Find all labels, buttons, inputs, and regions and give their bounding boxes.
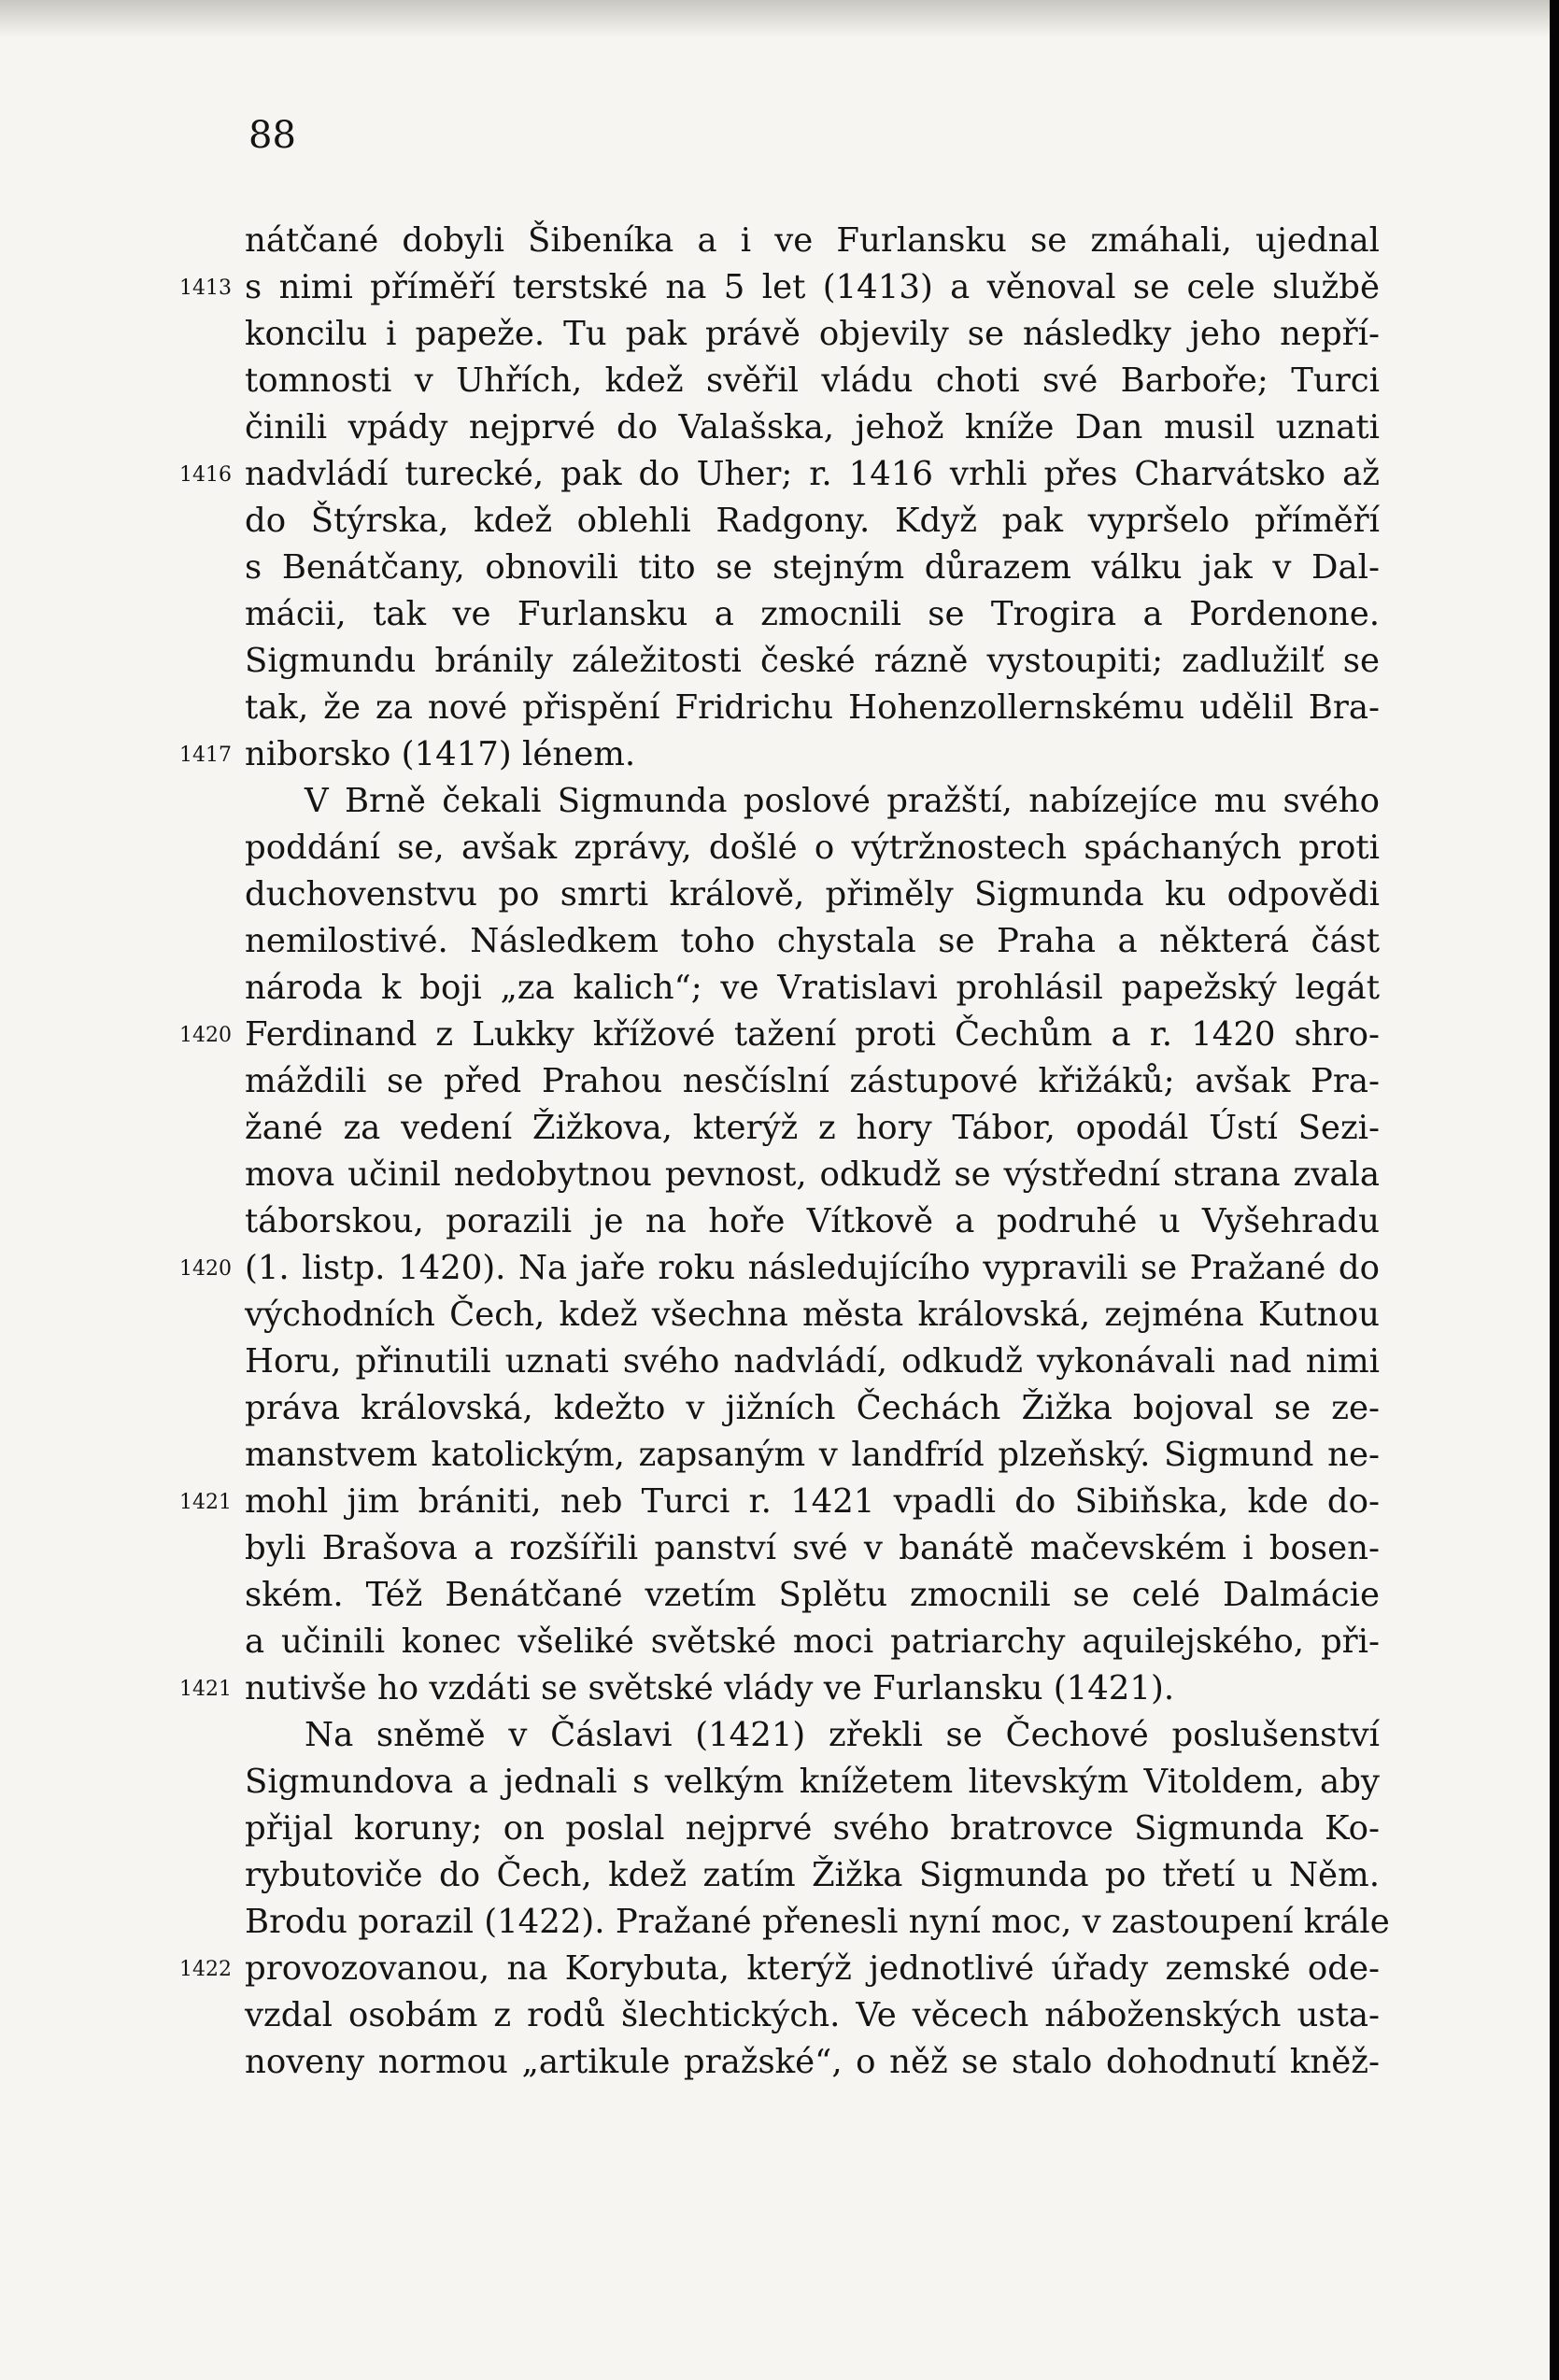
text-line: máždili se před Prahou nesčíslní zástupové křižáků; avšak Pra-	[245, 1062, 1380, 1100]
margin-year: 1421	[179, 1491, 232, 1514]
margin-year: 1420	[179, 1257, 232, 1281]
text-line: poddání se, avšak zprávy, došlé o výtržnostech spáchaných proti	[245, 829, 1380, 867]
text-line: niborsko (1417) lénem.	[245, 735, 636, 773]
text-line: do Štýrska, kdež oblehli Radgony. Když pak vypršelo příměří	[245, 502, 1380, 540]
text-line: mova učinil nedobytnou pevnost, odkudž se výstřední strana zvala	[245, 1155, 1380, 1194]
text-line: duchovenstvu po smrti králově, přiměly Sigmunda ku odpovědi	[245, 875, 1380, 914]
text-line: východních Čech, kdež všechna města královská, zejména Kutnou	[245, 1296, 1380, 1334]
margin-year: 1417	[179, 744, 232, 767]
text-line: Na sněmě v Čáslavi (1421) zřekli se Čechové poslušenství	[305, 1716, 1380, 1754]
text-line: tomnosti v Uhřích, kdež svěřil vládu choti své Barboře; Turci	[245, 361, 1380, 400]
text-line: činili vpády nejprvé do Valašska, jehož kníže Dan musil uznati	[245, 408, 1380, 446]
margin-year: 1422	[179, 1958, 232, 1981]
text-line: nadvládí turecké, pak do Uher; r. 1416 vrhli přes Charvátsko až	[245, 455, 1380, 493]
text-line: Horu, přinutili uznati svého nadvládí, odkudž vykonávali nad nimi	[245, 1342, 1380, 1381]
text-line: Sigmundova a jednali s velkým knížetem litevským Vitoldem, aby	[245, 1763, 1380, 1801]
text-line: (1. listp. 1420). Na jaře roku následujícího vypravili se Pražané do	[245, 1249, 1380, 1287]
scan-shadow	[0, 0, 1559, 37]
page-number: 88	[248, 114, 296, 157]
text-line: koncilu i papeže. Tu pak právě objevily se následky jeho nepří-	[245, 315, 1380, 353]
text-line: táborskou, porazili je na hoře Vítkově a podruhé u Vyšehradu	[245, 1202, 1380, 1240]
text-line: vzdal osobám z rodů šlechtických. Ve věcech náboženských usta-	[245, 1996, 1380, 2034]
text-line: noveny normou „artikule pražské“, o něž se stalo dohodnutí kněž-	[245, 2043, 1380, 2081]
margin-year: 1413	[179, 276, 232, 300]
text-line: národa k boji „za kalich“; ve Vratislavi prohlásil papežský legát	[245, 969, 1380, 1007]
text-line: s nimi příměří terstské na 5 let (1413) a věnoval se cele službě	[245, 268, 1380, 306]
text-line: Ferdinand z Lukky křížové tažení proti Čechům a r. 1420 shro-	[245, 1015, 1380, 1054]
text-line: nemilostivé. Následkem toho chystala se Praha a některá část	[245, 922, 1380, 960]
text-line: a učinili konec všeliké světské moci patriarchy aquilejského, při-	[245, 1622, 1380, 1661]
text-line: Brodu porazil (1422). Pražané přenesli nyní moc, v zastoupení krále	[245, 1903, 1390, 1941]
margin-year: 1416	[179, 463, 232, 487]
text-line: práva královská, kdežto v jižních Čechách Žižka bojoval se ze-	[245, 1389, 1380, 1427]
text-line: manstvem katolickým, zapsaným v landfríd plzeňský. Sigmund ne-	[245, 1436, 1380, 1474]
margin-year: 1421	[179, 1678, 232, 1701]
text-line: nátčané dobyli Šibeníka a i ve Furlansku se zmáhali, ujednal	[245, 221, 1380, 260]
text-line: nutivše ho vzdáti se světské vlády ve Furlansku (1421).	[245, 1669, 1175, 1707]
text-line: mácii, tak ve Furlansku a zmocnili se Trogira a Pordenone.	[245, 595, 1380, 633]
text-line: tak, že za nové přispění Fridrichu Hohenzollernskému udělil Bra-	[245, 688, 1380, 727]
text-line: V Brně čekali Sigmunda poslové pražští, nabízejíce mu svého	[305, 782, 1380, 820]
text-line: rybutoviče do Čech, kdež zatím Žižka Sigmunda po třetí u Něm.	[245, 1856, 1380, 1894]
text-line: byli Brašova a rozšířili panství své v banátě mačevském i bosen-	[245, 1529, 1380, 1567]
text-line: s Benátčany, obnovili tito se stejným důrazem válku jak v Dal-	[245, 548, 1380, 587]
text-line: mohl jim brániti, neb Turci r. 1421 vpadli do Sibiňska, kde do-	[245, 1482, 1380, 1521]
text-line: žané za vedení Žižkova, kterýž z hory Tábor, opodál Ústí Sezi-	[245, 1109, 1380, 1147]
text-line: Sigmundu bránily záležitosti české rázně vystoupiti; zadlužilť se	[245, 642, 1380, 680]
text-line: přijal koruny; on poslal nejprvé svého bratrovce Sigmunda Ko-	[245, 1809, 1380, 1848]
text-line: ském. Též Benátčané vzetím Splětu zmocnili se celé Dalmácie	[245, 1576, 1380, 1614]
margin-year: 1420	[179, 1024, 232, 1047]
text-line: provozovanou, na Korybuta, kterýž jednotlivé úřady zemské ode-	[245, 1949, 1380, 1988]
